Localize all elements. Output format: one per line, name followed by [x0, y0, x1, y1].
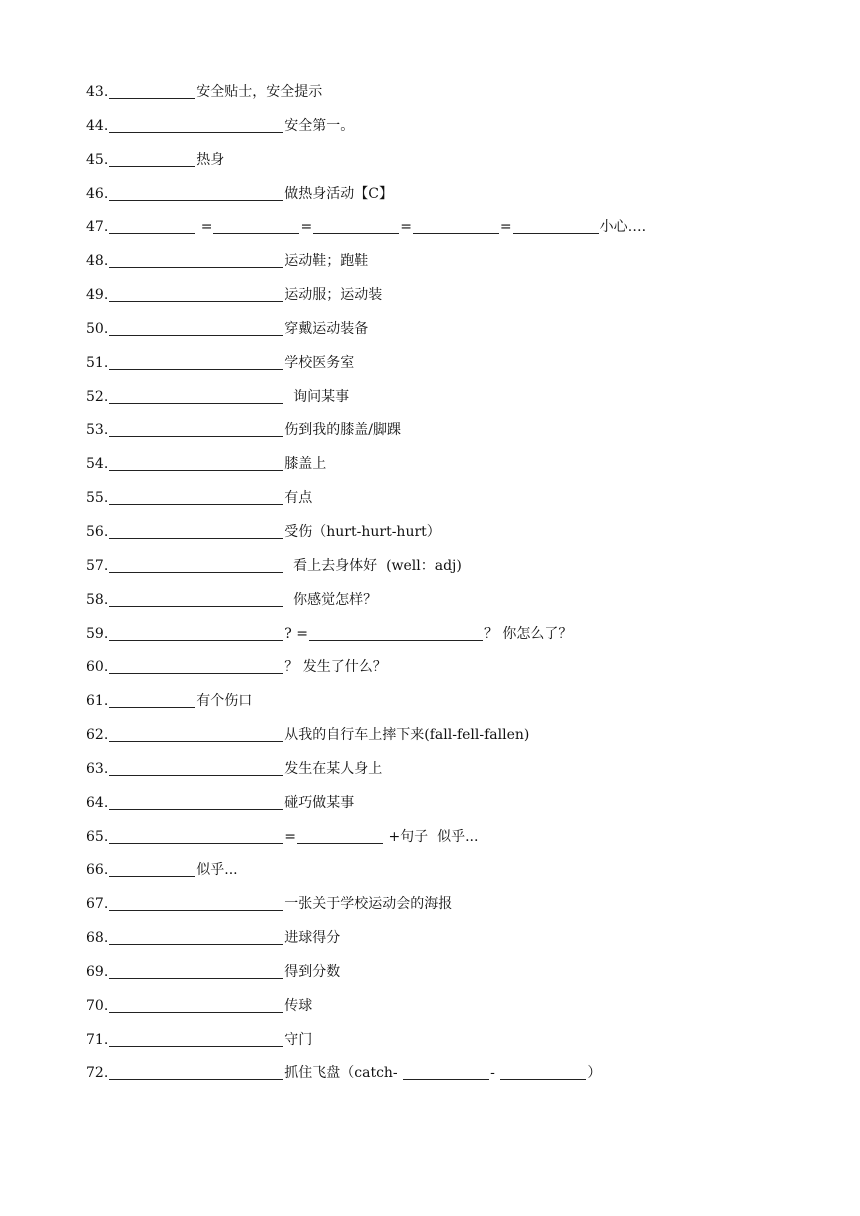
item-text: 有个伤口: [196, 693, 253, 710]
list-item: [86, 318, 820, 352]
item-text: 似乎...: [196, 862, 238, 879]
item-number: 51.: [86, 354, 109, 371]
answer-blank[interactable]: [109, 81, 195, 99]
item-text: -: [490, 1065, 500, 1082]
list-item: [86, 961, 820, 995]
list-item: [86, 487, 820, 521]
list-item: [86, 352, 820, 386]
list-item: [86, 183, 820, 217]
answer-blank[interactable]: [313, 216, 399, 234]
item-number: 55.: [86, 490, 109, 507]
list-item: [86, 1062, 820, 1096]
item-number: 61.: [86, 693, 109, 710]
item-number: 48.: [86, 253, 109, 270]
answer-blank[interactable]: [109, 589, 283, 607]
item-text: 传球: [284, 997, 313, 1014]
item-text: 运动鞋；跑鞋: [284, 253, 369, 270]
answer-blank[interactable]: [109, 758, 283, 776]
item-number: 67.: [86, 896, 109, 913]
list-item: [86, 284, 820, 318]
item-number: 62.: [86, 727, 109, 744]
answer-blank[interactable]: [413, 216, 499, 234]
item-number: 52.: [86, 388, 109, 405]
item-text: =: [196, 219, 213, 236]
list-item: [86, 927, 820, 961]
list-item: [86, 826, 820, 860]
item-text: 受伤（hurt-hurt-hurt）: [284, 523, 441, 540]
list-item: [86, 623, 820, 657]
item-number: 44.: [86, 117, 109, 134]
item-text: 穿戴运动装备: [284, 320, 369, 337]
list-item: [86, 216, 820, 250]
list-item: [86, 995, 820, 1029]
item-number: 47.: [86, 219, 109, 236]
item-text: ? =: [284, 625, 308, 642]
answer-blank[interactable]: [109, 149, 195, 167]
answer-blank[interactable]: [109, 453, 283, 471]
answer-blank[interactable]: [109, 995, 283, 1013]
item-number: 45.: [86, 151, 109, 168]
item-text: ）: [587, 1065, 602, 1082]
answer-blank[interactable]: [109, 487, 283, 505]
answer-blank[interactable]: [109, 386, 283, 404]
list-item: [86, 792, 820, 826]
answer-blank[interactable]: [109, 284, 283, 302]
answer-blank[interactable]: [109, 656, 283, 674]
list-item: [86, 859, 820, 893]
answer-blank[interactable]: [109, 250, 283, 268]
answer-blank[interactable]: [109, 555, 283, 573]
list-item: [86, 386, 820, 420]
list-item: [86, 589, 820, 623]
item-text: 安全贴士，安全提示: [196, 84, 323, 100]
answer-blank[interactable]: [109, 724, 283, 742]
item-text: ？ 你怎么了？: [483, 625, 573, 642]
item-number: 65.: [86, 828, 109, 845]
list-item: [86, 656, 820, 690]
list-item: [86, 115, 820, 149]
item-number: 64.: [86, 794, 109, 811]
answer-blank[interactable]: [213, 216, 299, 234]
answer-blank[interactable]: [109, 961, 283, 979]
answer-blank[interactable]: [109, 859, 195, 877]
item-text: 伤到我的膝盖/脚踝: [284, 422, 401, 439]
item-number: 58.: [86, 591, 109, 608]
answer-blank[interactable]: [513, 216, 599, 234]
answer-blank[interactable]: [109, 183, 283, 201]
item-text: 询问某事: [284, 388, 350, 405]
list-item: [86, 724, 820, 758]
list-item: [86, 1029, 820, 1063]
answer-blank[interactable]: [109, 1062, 283, 1080]
item-text: =: [400, 219, 412, 236]
item-number: 59.: [86, 625, 109, 642]
answer-blank[interactable]: [109, 893, 283, 911]
list-item: [86, 893, 820, 927]
item-text: 抓住飞盘（catch-: [284, 1065, 403, 1082]
answer-blank[interactable]: [109, 1029, 283, 1047]
answer-blank[interactable]: [109, 521, 283, 539]
answer-blank[interactable]: [297, 826, 383, 844]
item-number: 66.: [86, 862, 109, 879]
item-text: 一张关于学校运动会的海报: [284, 896, 453, 913]
item-text: 安全第一。: [284, 117, 355, 134]
answer-blank[interactable]: [109, 792, 283, 810]
item-number: 57.: [86, 557, 109, 574]
item-text: 进球得分: [284, 930, 341, 947]
item-number: 56.: [86, 523, 109, 540]
answer-blank[interactable]: [109, 826, 283, 844]
item-number: 72.: [86, 1065, 109, 1082]
list-item: [86, 690, 820, 724]
item-text: 膝盖上: [284, 456, 327, 473]
item-text: =: [300, 219, 313, 236]
item-text: 学校医务室: [284, 354, 355, 371]
item-text: 小心….: [599, 219, 647, 236]
answer-blank[interactable]: [109, 115, 283, 133]
list-item: [86, 250, 820, 284]
answer-blank[interactable]: [109, 690, 195, 708]
answer-blank[interactable]: [109, 352, 283, 370]
answer-blank[interactable]: [403, 1062, 489, 1080]
item-text: +句子 似乎...: [384, 828, 479, 845]
list-item: [86, 419, 820, 453]
item-text: 做热身活动【C】: [284, 185, 393, 202]
item-text: 你感觉怎样？: [284, 591, 378, 608]
item-number: 53.: [86, 422, 109, 439]
item-text: 守门: [284, 1031, 313, 1048]
answer-blank[interactable]: [309, 623, 483, 641]
item-number: 50.: [86, 320, 109, 337]
item-text: 发生在某人身上: [284, 760, 383, 777]
item-number: 68.: [86, 930, 109, 947]
answer-blank[interactable]: [109, 927, 283, 945]
item-number: 60.: [86, 659, 109, 676]
item-text: =: [499, 219, 512, 236]
item-number: 54.: [86, 456, 109, 473]
answer-blank[interactable]: [109, 216, 195, 234]
answer-blank[interactable]: [109, 419, 283, 437]
item-text: =: [284, 828, 296, 845]
list-item: [86, 149, 820, 183]
item-text: 从我的自行车上摔下来(fall-fell-fallen): [284, 727, 530, 744]
answer-blank[interactable]: [500, 1062, 586, 1080]
item-number: 49.: [86, 287, 109, 304]
answer-blank[interactable]: [109, 318, 283, 336]
list-item: [86, 521, 820, 555]
vocabulary-list: [86, 81, 820, 1096]
list-item: [86, 758, 820, 792]
item-text: 碰巧做某事: [284, 794, 355, 811]
item-text: 有点: [284, 490, 313, 507]
item-number: 46.: [86, 185, 109, 202]
list-item: [86, 453, 820, 487]
item-number: 63.: [86, 760, 109, 777]
item-text: 看上去身体好 (well：adj): [284, 557, 462, 574]
item-text: 热身: [196, 151, 225, 168]
list-item: [86, 555, 820, 589]
item-text: 运动服；运动装: [284, 287, 383, 304]
item-number: 71.: [86, 1031, 109, 1048]
list-item: [86, 81, 820, 115]
item-text: ？ 发生了什么？: [284, 659, 387, 676]
item-number: 70.: [86, 997, 109, 1014]
item-number: 43.: [86, 84, 109, 100]
item-number: 69.: [86, 963, 109, 980]
answer-blank[interactable]: [109, 623, 283, 641]
item-text: 得到分数: [284, 963, 341, 980]
